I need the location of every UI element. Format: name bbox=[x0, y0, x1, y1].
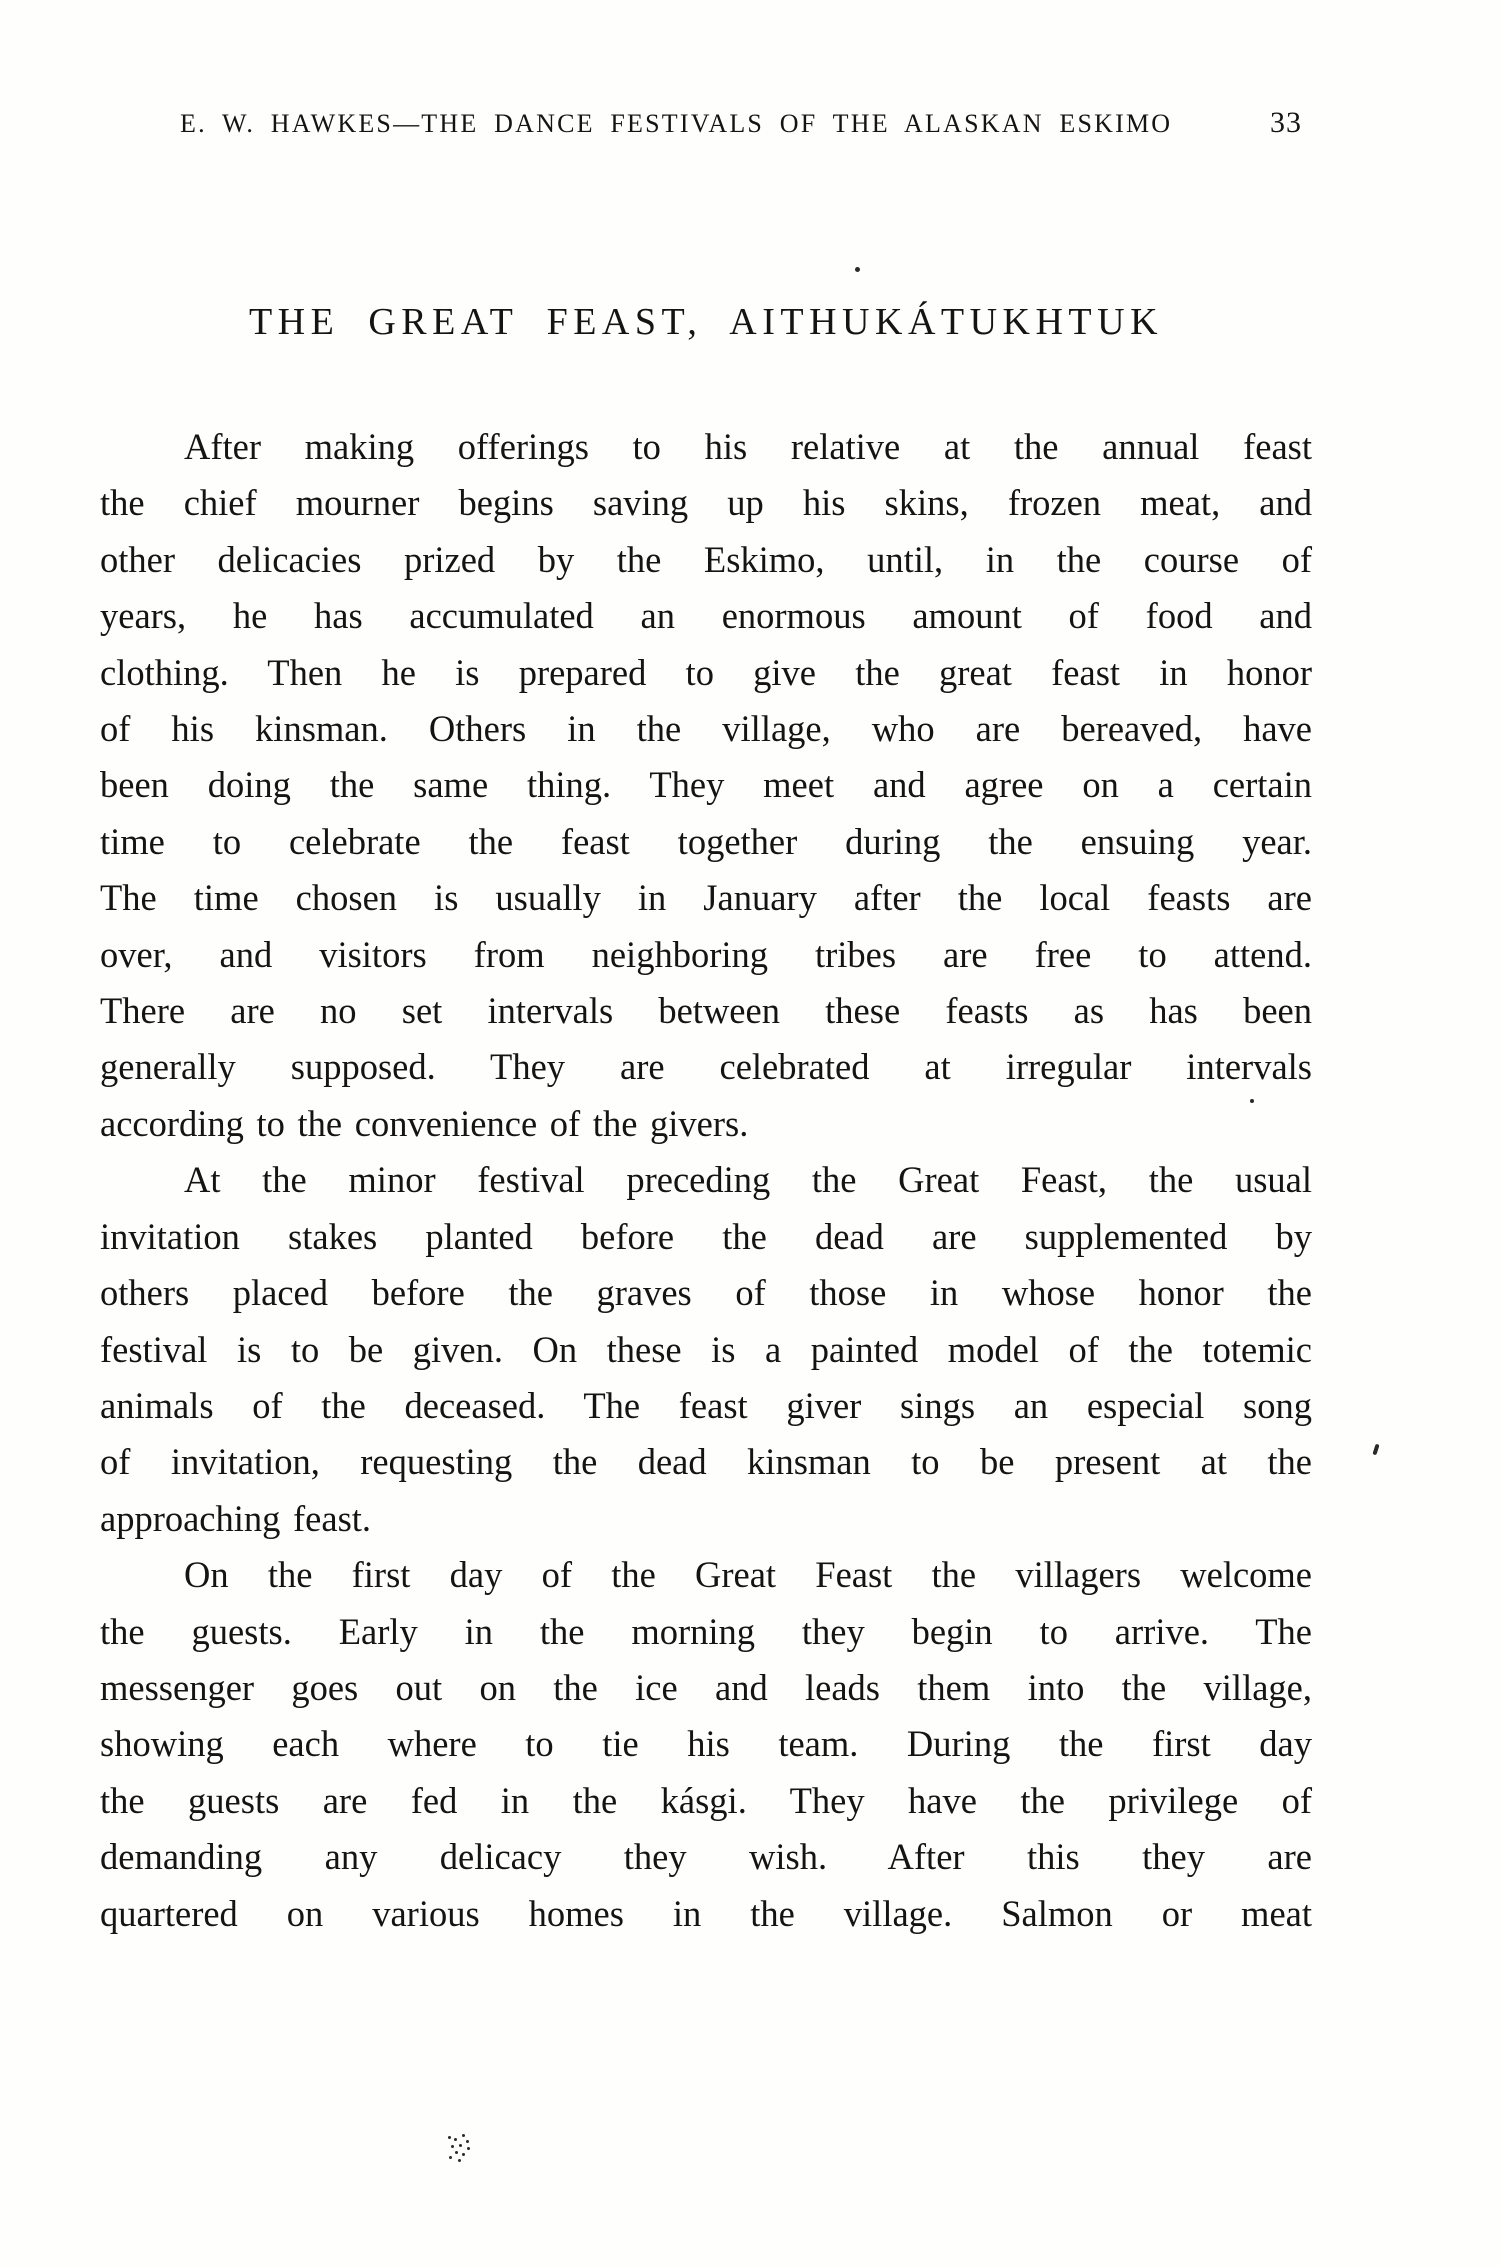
paragraph bbox=[100, 1547, 1312, 1942]
text-line: approaching feast. bbox=[100, 1497, 372, 1539]
text-line: After making offerings to his relative at the annual feast bbox=[184, 426, 1312, 467]
running-header bbox=[100, 106, 1312, 140]
text-line: showing each where to tie his team. During the first day bbox=[100, 1723, 1312, 1765]
paragraph bbox=[100, 419, 1312, 1152]
text-line: On the first day of the Great Feast the villagers welcome bbox=[184, 1554, 1312, 1596]
text-line: generally supposed. They are celebrated at irregular intervals bbox=[100, 1046, 1312, 1088]
text-line: been doing the same thing. They meet and agree on a certain bbox=[100, 764, 1312, 806]
text-line: according to the convenience of the givers. bbox=[100, 1102, 749, 1144]
text-line: of his kinsman. Others in the village, who are bereaved, have bbox=[100, 708, 1312, 750]
print-speck bbox=[1372, 1444, 1379, 1456]
text-line: quartered on various homes in the village. Salmon or meat bbox=[100, 1892, 1312, 1934]
text-line: the guests are fed in the kásgi. They have the privilege of bbox=[100, 1779, 1312, 1821]
text-line: demanding any delicacy they wish. After this they are bbox=[100, 1836, 1312, 1878]
text-line: time to celebrate the feast together during the ensuing year. bbox=[100, 820, 1312, 862]
text-line: over, and visitors from neighboring tribes are free to attend. bbox=[100, 933, 1312, 975]
text-line: the guests. Early in the morning they begin to arrive. The bbox=[100, 1610, 1312, 1652]
print-speck-cluster bbox=[448, 2136, 451, 2139]
text-line: messenger goes out on the ice and leads them into the village, bbox=[100, 1666, 1312, 1708]
section-title: THE GREAT FEAST, AITHUKÁTUKHTUK bbox=[248, 301, 1164, 343]
text-line: others placed before the graves of those in whose honor the bbox=[100, 1272, 1312, 1314]
print-speck bbox=[1250, 1099, 1254, 1103]
text-line: other delicacies prized by the Eskimo, until, in the course of bbox=[100, 538, 1312, 580]
text-line: of invitation, requesting the dead kinsman to be present at the bbox=[100, 1441, 1312, 1483]
print-speck bbox=[855, 267, 860, 272]
text-line: animals of the deceased. The feast giver sings an especial song bbox=[100, 1384, 1312, 1426]
text-line: clothing. Then he is prepared to give the great feast in honor bbox=[100, 651, 1312, 693]
text-line: the chief mourner begins saving up his skins, frozen meat, and bbox=[100, 482, 1312, 524]
text-line: The time chosen is usually in January after the local feasts are bbox=[100, 877, 1312, 919]
paragraph bbox=[100, 1152, 1312, 1547]
text-line: years, he has accumulated an enormous amount of food and bbox=[100, 595, 1312, 637]
running-title: E. W. HAWKES—THE DANCE FESTIVALS OF THE ALASKAN ESKIMO bbox=[180, 109, 1173, 138]
text-line: invitation stakes planted before the dead are supplemented by bbox=[100, 1215, 1312, 1257]
page-number: 33 bbox=[1270, 106, 1302, 139]
text-line: There are no set intervals between these feasts as has been bbox=[100, 990, 1312, 1032]
text-line: At the minor festival preceding the Great Feast, the usual bbox=[184, 1159, 1312, 1201]
text-line: festival is to be given. On these is a painted model of the totemic bbox=[100, 1328, 1312, 1370]
body-text bbox=[100, 419, 1312, 1942]
